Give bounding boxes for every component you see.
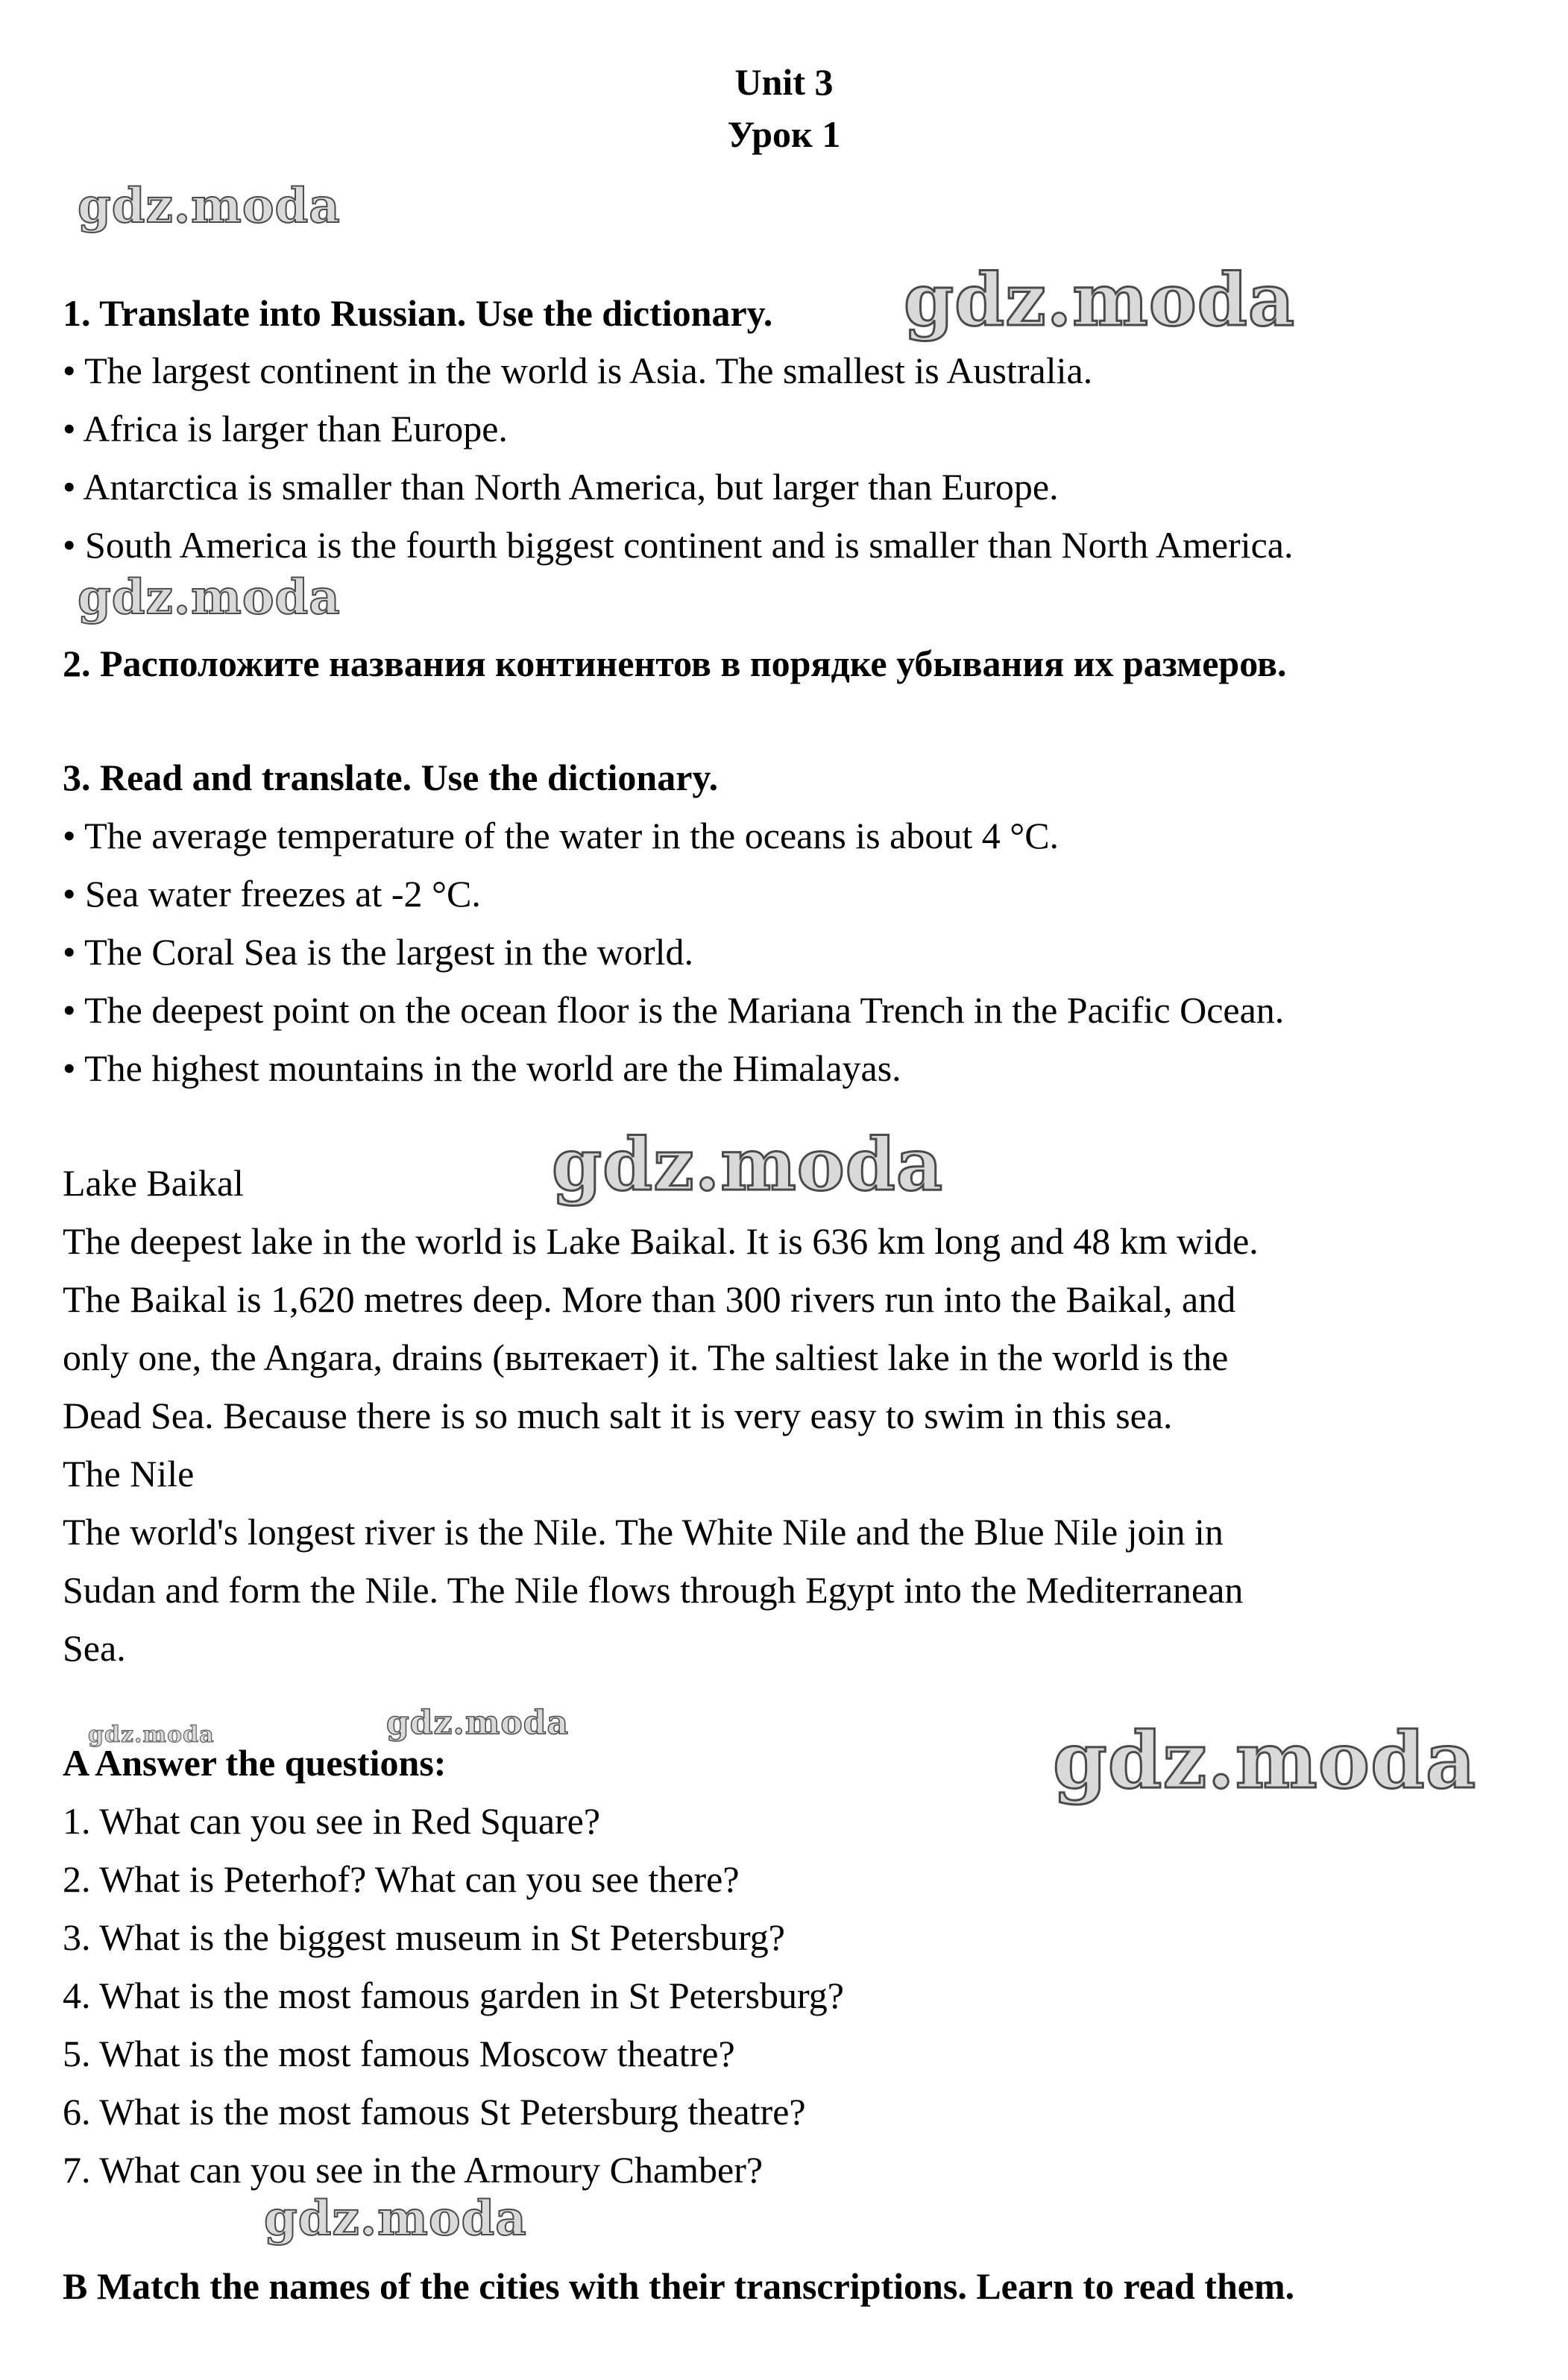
section3-item: • The average temperature of the water in the oceans is about 4 °C.	[63, 815, 1059, 856]
section2-heading: 2. Расположите названия континентов в порядке убывания их размеров.	[63, 643, 1287, 684]
watermark: gdz.moda	[1053, 1714, 1477, 1806]
nile-text-line: Sudan and form the Nile. The Nile flows through Egypt into the Mediterranean	[63, 1569, 1244, 1611]
question-item: 6. What is the most famous St Petersburg theatre?	[63, 2091, 806, 2133]
section3-item: • The Coral Sea is the largest in the world.	[63, 931, 694, 973]
section3-heading: 3. Read and translate. Use the dictionary.	[63, 757, 719, 798]
section1-item: • Antarctica is smaller than North America, but larger than Europe.	[63, 466, 1059, 508]
section3-item: • The deepest point on the ocean floor is the Mariana Trench in the Pacific Ocean.	[63, 989, 1285, 1031]
watermark: gdz.moda	[78, 178, 341, 234]
lesson-title: Урок 1	[727, 113, 841, 155]
question-item: 3. What is the biggest museum in St Petersburg?	[63, 1916, 785, 1958]
watermark: gdz.moda	[78, 569, 341, 625]
nile-text-line: Sea.	[63, 1627, 126, 1669]
question-item: 4. What is the most famous garden in St Petersburg?	[63, 1975, 844, 2016]
watermark: gdz.moda	[552, 1123, 944, 1207]
section1-item: • South America is the fourth biggest continent and is smaller than North America.	[63, 524, 1294, 566]
section1-item: • The largest continent in the world is Asia. The smallest is Australia.	[63, 350, 1093, 391]
watermark: gdz.moda	[904, 258, 1296, 342]
baikal-text-line: only one, the Angara, drains (вытекает) it. The saltiest lake in the world is the	[63, 1336, 1229, 1378]
question-item: 7. What can you see in the Armoury Chamber?	[63, 2149, 763, 2191]
nile-title: The Nile	[63, 1453, 195, 1494]
section3-item: • Sea water freezes at -2 °C.	[63, 873, 481, 915]
question-item: 2. What is Peterhof? What can you see there?	[63, 1858, 740, 1900]
watermark: gdz.moda	[264, 2191, 527, 2247]
section1-item: • Africa is larger than Europe.	[63, 408, 508, 449]
watermark: gdz.moda	[88, 1722, 215, 1748]
nile-text-line: The world's longest river is the Nile. The White Nile and the Blue Nile join in	[63, 1511, 1224, 1553]
section3-item: • The highest mountains in the world are the Himalayas.	[63, 1047, 901, 1089]
unit-title: Unit 3	[734, 61, 834, 103]
baikal-text-line: Dead Sea. Because there is so much salt it is very easy to swim in this sea.	[63, 1395, 1173, 1436]
baikal-text-line: The Baikal is 1,620 metres deep. More than 300 rivers run into the Baikal, and	[63, 1278, 1236, 1320]
question-item: 5. What is the most famous Moscow theatre?	[63, 2033, 735, 2074]
sectionB-heading: B Match the names of the cities with their transcriptions. Learn to read them.	[63, 2265, 1295, 2307]
baikal-title: Lake Baikal	[63, 1162, 244, 1204]
baikal-text-line: The deepest lake in the world is Lake Baikal. It is 636 km long and 48 km wide.	[63, 1220, 1259, 1262]
section1-heading: 1. Translate into Russian. Use the dictionary.	[63, 292, 773, 334]
watermark: gdz.moda	[386, 1704, 570, 1742]
sectionA-heading: A Answer the questions:	[63, 1742, 447, 1784]
question-item: 1. What can you see in Red Square?	[63, 1800, 601, 1842]
